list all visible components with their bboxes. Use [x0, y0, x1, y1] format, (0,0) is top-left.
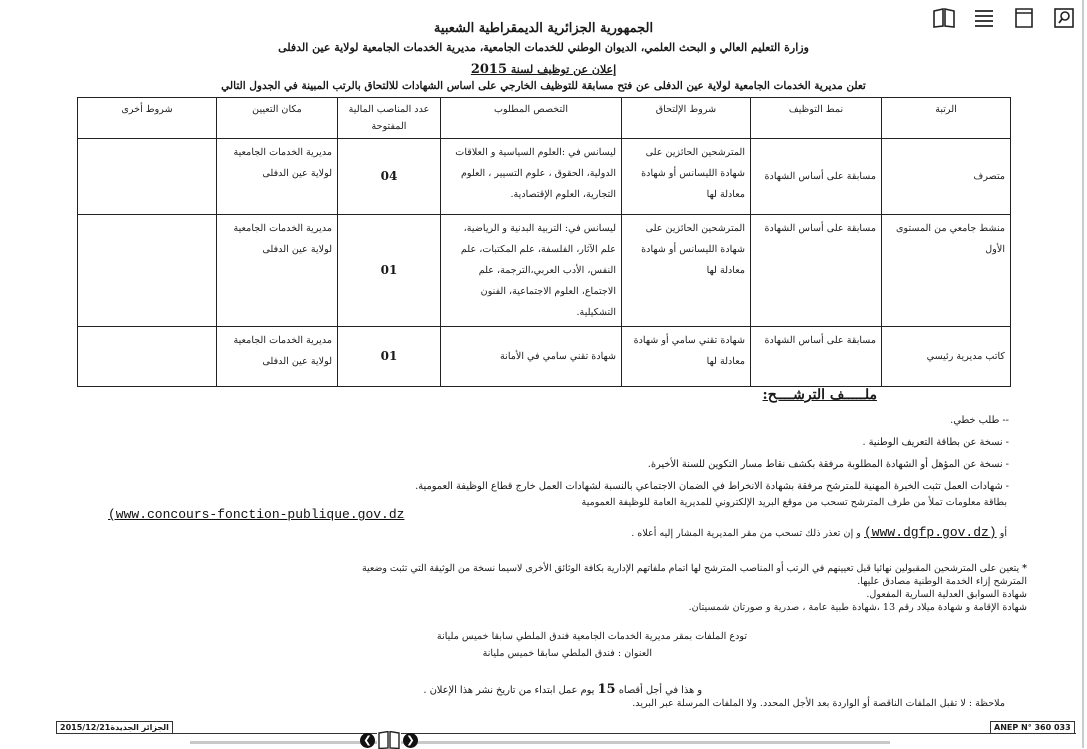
cell-posts: 04: [338, 139, 441, 215]
notice-marker: *: [1022, 563, 1027, 574]
cell-other: [78, 215, 217, 327]
cell-other: [78, 139, 217, 215]
cell-other: [78, 327, 217, 387]
deadline-line: [423, 682, 702, 697]
col-conditions: شروط الإلتحاق: [622, 98, 751, 139]
col-grade: الرتبة: [882, 98, 1011, 139]
cell-conditions: شهادة تقني سامي أو شهادة معادلة لها: [622, 327, 751, 387]
table-row: [78, 327, 1011, 387]
cell-place: مديرية الخدمات الجامعية لولاية عين الدفلى: [217, 327, 338, 387]
next-page-icon[interactable]: ❯: [403, 733, 418, 748]
notice-line-4: شهادة الإقامة و شهادة ميلاد رقم 13 ،شهادة طبية عامة ، صدرية و صورتان شمسيتان.: [688, 602, 1027, 613]
horizontal-scrollbar[interactable]: [190, 741, 890, 744]
republic-title: الجمهورية الجزائرية الديمقراطية الشعبية: [433, 21, 654, 36]
right-edge-scroll[interactable]: [1079, 0, 1087, 748]
cell-specialty: ليسانس في: التربية البدنية و الرياضية، علم الآثار، الفلسفة، علم المكتبات، علم النفس، الأدب العربي،الترجمة، علم الاجتماع، العلوم الاجتماعية، الفنون التشكيلية.: [441, 215, 622, 327]
dgfp-link[interactable]: (www.dgfp.gov.dz): [864, 525, 997, 540]
notice-line-3: شهادة السوابق العدلية السارية المفعول.: [866, 589, 1027, 600]
deadline-prefix: و هذا في أجل أقصاه: [618, 685, 702, 696]
info-line-2: [631, 525, 1007, 540]
info-text-2: و إن تعذر ذلك تسحب من مقر المديرية المشار إليه أعلاه .: [631, 528, 861, 539]
col-specialty: التخصص المطلوب: [441, 98, 622, 139]
cell-place: مديرية الخدمات الجامعية لولاية عين الدفلى: [217, 139, 338, 215]
requirements-list: [309, 410, 1009, 498]
cell-mode: مسابقة على أساس الشهادة: [751, 215, 882, 327]
deposit-line-2: العنوان : فندق الملطي سابقا خميس مليانة: [482, 648, 652, 659]
cell-grade: كاتب مديرية رئيسي: [882, 327, 1011, 387]
cell-conditions: المترشحين الحائزين على شهادة الليسانس أو شهادة معادلة لها: [622, 139, 751, 215]
deposit-line-1: تودع الملفات بمقر مديرية الخدمات الجامعية فندق الملطي سابقا خميس مليانة: [436, 631, 747, 642]
search-icon[interactable]: [1051, 6, 1077, 30]
page-icon[interactable]: [1011, 6, 1037, 30]
cell-specialty: ليسانس في :العلوم السياسية و العلاقات الدولية، الحقوق ، علوم التسيير ، العلوم التجارية، العلوم الإقتصادية.: [441, 139, 622, 215]
file-section-title: ملـــــف الترشــــح:: [762, 387, 877, 403]
cell-posts: 01: [338, 327, 441, 387]
announcement-year: 2015: [470, 62, 508, 77]
cell-mode: مسابقة على أساس الشهادة: [751, 139, 882, 215]
notice-line-2: المترشح إزاء الخدمة الوطنية مصادق عليها.: [857, 576, 1027, 587]
cell-place: مديرية الخدمات الجامعية لولاية عين الدفلى: [217, 215, 338, 327]
col-place: مكان التعيين: [217, 98, 338, 139]
info-line-1: [582, 497, 1007, 508]
ministry-line: وزارة التعليم العالي و البحث العلمي، الديوان الوطني للخدمات الجامعية، مديرية الخدمات الجامعية لولاية عين الدفلى: [278, 41, 809, 54]
notice-line-1: [362, 563, 1027, 574]
footer-divider: [56, 733, 1076, 734]
col-mode: نمط التوظيف: [751, 98, 882, 139]
open-book-icon: [377, 731, 401, 749]
page-navigation: [360, 731, 418, 749]
announcement-intro: تعلن مديرية الخدمات الجامعية لولاية عين الدفلى عن فتح مسابقة للتوظيف الخارجي على اساس الشهادات للالتحاق بالرتب المبينة في الجدول التالي: [221, 80, 866, 92]
cell-posts: 01: [338, 215, 441, 327]
book-icon[interactable]: [931, 6, 957, 30]
announcement-prefix: إعلان عن توظيف لسنة: [510, 63, 617, 76]
notice-text-1: يتعين على المترشحين المقبولين نهائيا قبل تعيينهم في الرتب أو المناصب المترشح لها اتمام ملفاتهم الإدارية بكافة الوثائق الأخرى لاسيما نسخة من الوثيقة التي تثبت وضعية: [362, 563, 1020, 574]
cell-specialty: شهادة تقني سامي في الأمانة: [441, 327, 622, 387]
jobs-table: [77, 97, 1011, 387]
col-posts: عدد المناصب المالية المفتوحة: [338, 98, 441, 139]
list-item: - نسخة عن بطاقة التعريف الوطنية .: [862, 437, 1009, 448]
info-url-1: [108, 507, 404, 522]
cell-conditions: المترشحين الحائزين على شهادة الليسانس أو شهادة معادلة لها: [622, 215, 751, 327]
list-icon[interactable]: [971, 6, 997, 30]
list-item: - شهادات العمل تثبت الخبرة المهنية للمترشح مرفقة بشهادة الانخراط في الضمان الاجتماعي بالنسبة لشهادات العمل خارج قطاع الوظيفة العمومية.: [415, 481, 1009, 492]
info-text-1: بطاقة معلومات تملأ من طرف المترشح تسحب من موقع البريد الإلكتروني للمديرية العامة للوظيفة العمومية: [581, 497, 1007, 508]
table-header-row: [78, 98, 1011, 139]
col-other: شروط أخرى: [78, 98, 217, 139]
concours-link[interactable]: (www.concours-fonction-publique.gov.dz: [108, 507, 405, 522]
table-row: [78, 215, 1011, 327]
cell-grade: متصرف: [882, 139, 1011, 215]
cell-mode: مسابقة على أساس الشهادة: [751, 327, 882, 387]
prev-page-icon[interactable]: ❮: [360, 733, 375, 748]
newspaper-date: الجزائر الجديدة2015/12/21: [56, 721, 173, 734]
info-or: أو: [999, 528, 1007, 539]
cell-grade: منشط جامعي من المستوى الأول: [882, 215, 1011, 327]
deadline-days: 15: [597, 682, 616, 697]
remark-line: ملاحظة : لا تقبل الملفات الناقصة أو الواردة بعد الأجل المحدد. ولا الملفات المرسلة عبر البريد.: [632, 698, 1005, 709]
anep-number: ANEP N° 360 033: [990, 721, 1075, 734]
table-row: [78, 139, 1011, 215]
list-item: -- طلب خطي.: [950, 415, 1009, 426]
announcement-title: [0, 62, 1087, 77]
viewer-toolbar: [931, 6, 1077, 30]
deadline-suffix: يوم عمل ابتداء من تاريخ نشر هذا الإعلان .: [423, 685, 595, 696]
list-item: - نسخة عن المؤهل أو الشهادة المطلوبة مرفقة بكشف نقاط مسار التكوين للسنة الأخيرة.: [647, 459, 1009, 470]
